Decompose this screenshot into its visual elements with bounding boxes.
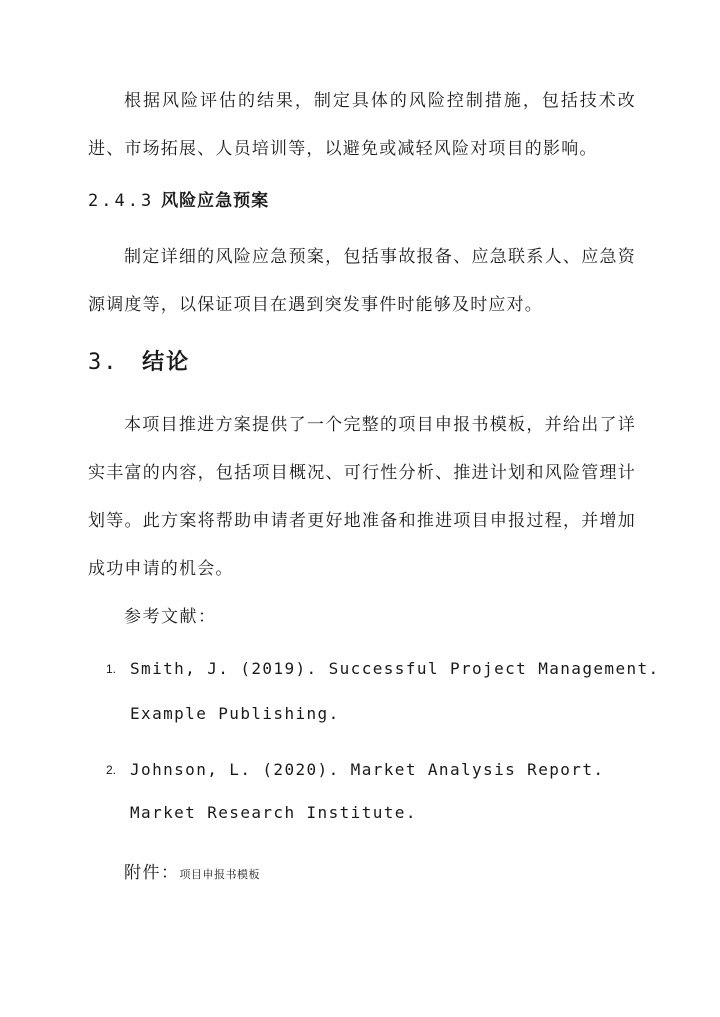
reference-line-2: Market Research Institute. [130,803,417,822]
heading-2-4-3-number: 2.4.3 [88,191,155,211]
reference-line-1: Smith, J. (2019). Successful Project Management. [130,659,660,678]
paragraph-emergency-plan: 制定详细的风险应急预案，包括事故报备、应急联系人、应急资源调度等，以保证项目在遇到突发事件时能够及时应对。 [88,247,636,315]
reference-line-2: Example Publishing. [130,704,340,723]
heading-2-4-3 [88,186,269,211]
attachment-name: 项目申报书模板 [179,868,260,881]
heading-3 [88,345,190,376]
attachment [124,858,260,883]
paragraph-conclusion: 本项目推进方案提供了一个完整的项目申报书模板，并给出了详实丰富的内容，包括项目概况、可行性分析、推进计划和风险管理计划等。此方案将帮助申请者更好地准备和推进项目申报过程，并增加成功申请的机会。 [88,415,636,579]
reference-index: 1. [106,662,117,676]
heading-3-number: 3. [88,350,119,375]
heading-2-4-3-title: 风险应急预案 [161,191,270,211]
references-heading: 参考文献： [124,607,217,627]
paragraph-risk-control: 根据风险评估的结果，制定具体的风险控制措施，包括技术改进、市场拓展、人员培训等，以避免或减轻风险对项目的影响。 [88,91,636,159]
reference-index: 2. [106,763,117,777]
heading-3-title: 结论 [142,349,191,375]
attachment-label: 附件： [124,863,180,883]
reference-line-1: Johnson, L. (2020). Market Analysis Report. [130,760,605,779]
